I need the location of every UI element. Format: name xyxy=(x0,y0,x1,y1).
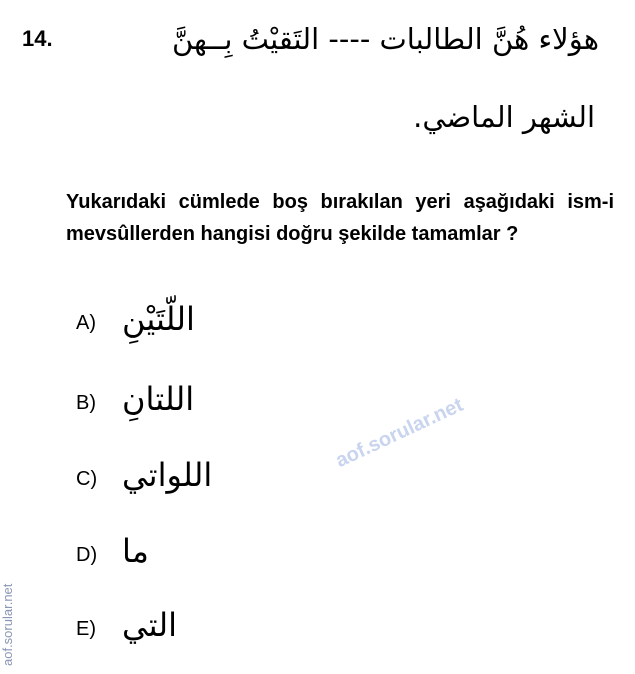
option-text: ما xyxy=(122,532,149,570)
option-text: اللتانِ xyxy=(122,380,195,418)
question-text: Yukarıdaki cümlede boş bırakılan yeri aşağıdaki ism-i mevsûllerden hangisi doğru şekilde tamamlar ? xyxy=(66,191,614,245)
question-number: 14. xyxy=(22,26,53,51)
option-letter: A) xyxy=(76,312,96,334)
arabic-sentence-line-1: هؤلاء هُنَّ الطالبات ---- التَقيْتُ بِــهنَّ xyxy=(171,22,599,56)
option-letter: E) xyxy=(76,618,96,640)
option-a[interactable] xyxy=(76,300,336,350)
option-letter: B) xyxy=(76,392,96,414)
option-d[interactable] xyxy=(76,532,336,582)
arabic-sentence-line-2: الشهر الماضي. xyxy=(413,100,595,134)
option-b[interactable] xyxy=(76,380,336,430)
option-letter: D) xyxy=(76,544,98,566)
option-text: اللّتَيْنِ xyxy=(122,300,195,338)
watermark-center: aof.sorular.net xyxy=(332,393,467,473)
option-letter: C) xyxy=(76,468,98,490)
option-text: اللواتي xyxy=(122,456,213,494)
watermark-side: aof.sorular.net xyxy=(0,583,15,666)
option-c[interactable] xyxy=(76,456,336,506)
option-e[interactable] xyxy=(76,606,336,656)
option-text: التي xyxy=(122,606,177,644)
